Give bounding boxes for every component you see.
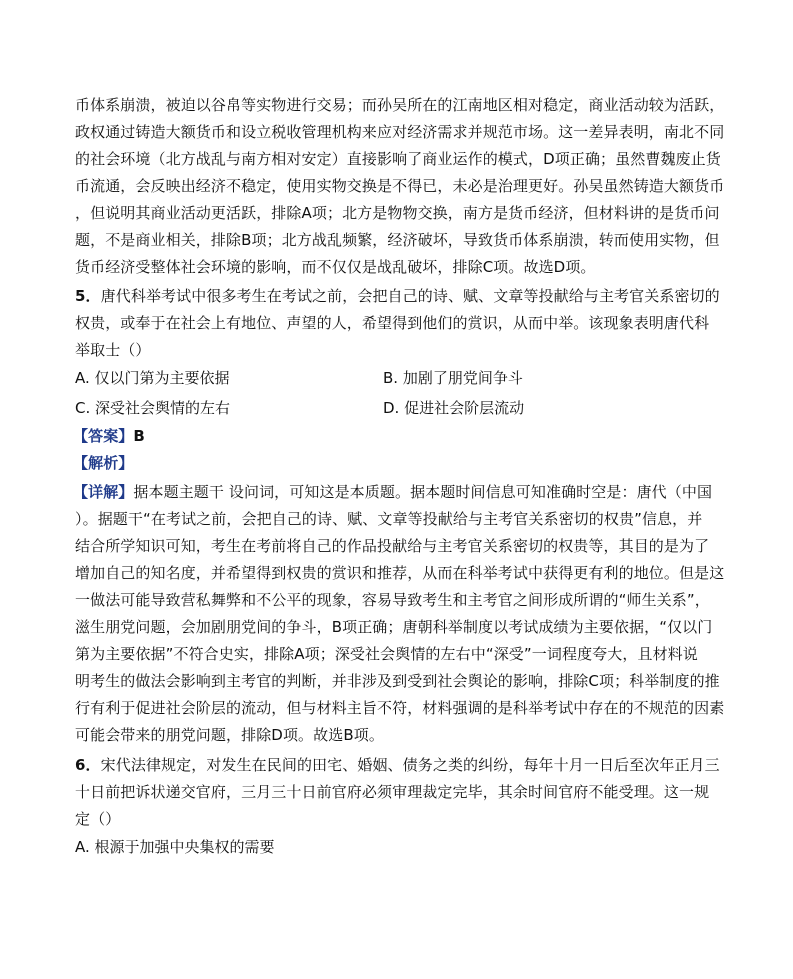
text-line: 结合所学知识可知，考生在考前将自己的作品投献给与主考官关系密切的权贵等，其目的是为了 — [75, 537, 710, 555]
text-line: 货币经济受整体社会环境的影响，而不仅仅是战乱破坏，排除C项。故选D项。 — [75, 258, 596, 276]
question-number: 6． — [75, 756, 101, 774]
text-line: 定（） — [75, 810, 121, 828]
text-line: 第为主要依据”不符合史实，排除A项；深受社会舆情的左右中“深受”一词程度夸大，且材料说 — [75, 645, 698, 663]
text-line: 题，不是商业相关，排除B项；北方战乱频繁，经济破坏，导致货币体系崩溃，转而使用实物，但 — [75, 231, 720, 249]
option-a: A. 根源于加强中央集权的需要 — [75, 838, 275, 856]
answer-tag: 【答案】 — [73, 427, 134, 445]
text-line: 增加自己的知名度，并希望得到权贵的赏识和推荐，从而在科举考试中获得更有利的地位。但是这 — [75, 564, 725, 582]
text-line: 明考生的做法会影响到主考官的判断，并非涉及到受到社会舆论的影响，排除C项；科举制度的推 — [75, 672, 720, 690]
option-d: D. 促进社会阶层流动 — [383, 399, 525, 417]
text-line: 币体系崩溃，被迫以谷帛等实物进行交易；而孙吴所在的江南地区相对稳定，商业活动较为活跃， — [75, 96, 725, 114]
text-line: ）。据题干“在考试之前，会把自己的诗、赋、文章等投献给与主考官关系密切的权贵”信息，并 — [75, 510, 703, 528]
detail-text: 据本题主题干 设问词，可知这是本质题。据本题时间信息可知准确时空是：唐代（中国 — [133, 483, 713, 501]
option-c: C. 深受社会舆情的左右 — [75, 399, 231, 417]
text-line: 十日前把诉状递交官府，三月三十日前官府必须审理裁定完毕，其余时间官府不能受理。这一规 — [75, 783, 710, 801]
question-text: 宋代法律规定，对发生在民间的田宅、婚姻、债务之类的纠纷，每年十月一日后至次年正月三 — [100, 756, 720, 774]
question-number: 5． — [75, 287, 101, 305]
answer-line — [73, 427, 145, 445]
question-6-stem — [75, 756, 720, 774]
text-line: 权贵，或奉于在社会上有地位、声望的人，希望得到他们的赏识，从而中举。该现象表明唐代科 — [75, 314, 710, 332]
text-line: 的社会环境（北方战乱与南方相对安定）直接影响了商业运作的模式，D项正确；虽然曹魏废止货 — [75, 150, 721, 168]
answer-value: B — [133, 427, 145, 445]
analysis-tag: 【解析】 — [73, 454, 134, 472]
text-line: 币流通，会反映出经济不稳定，使用实物交换是不得已，未必是治理更好。孙吴虽然铸造大额货币 — [75, 177, 725, 195]
text-line: 可能会带来的朋党问题，排除D项。故选B项。 — [75, 726, 384, 744]
detail-line — [73, 483, 712, 501]
question-5-stem — [75, 287, 720, 305]
text-line: 政权通过铸造大额货币和设立税收管理机构来应对经济需求并规范市场。这一差异表明，南北不同 — [75, 123, 725, 141]
detail-tag: 【详解】 — [73, 483, 134, 501]
option-a: A. 仅以门第为主要依据 — [75, 369, 230, 387]
text-line: ，但说明其商业活动更活跃，排除A项；北方是物物交换，南方是货币经济，但材料讲的是货币问 — [75, 204, 720, 222]
text-line: 一做法可能导致营私舞弊和不公平的现象，容易导致考生和主考官之间形成所谓的“师生关系”， — [75, 591, 710, 609]
question-text: 唐代科举考试中很多考生在考试之前，会把自己的诗、赋、文章等投献给与主考官关系密切的 — [100, 287, 720, 305]
analysis-line — [73, 454, 133, 472]
text-line: 滋生朋党问题，会加剧朋党间的争斗，B项正确；唐朝科举制度以考试成绩为主要依据，“仅以门 — [75, 618, 713, 636]
text-line: 行有利于促进社会阶层的流动，但与材料主旨不符，材料强调的是科举考试中存在的不规范的因素 — [75, 699, 725, 717]
text-line: 举取士（） — [75, 341, 151, 359]
option-b: B. 加剧了朋党间争斗 — [383, 369, 523, 387]
